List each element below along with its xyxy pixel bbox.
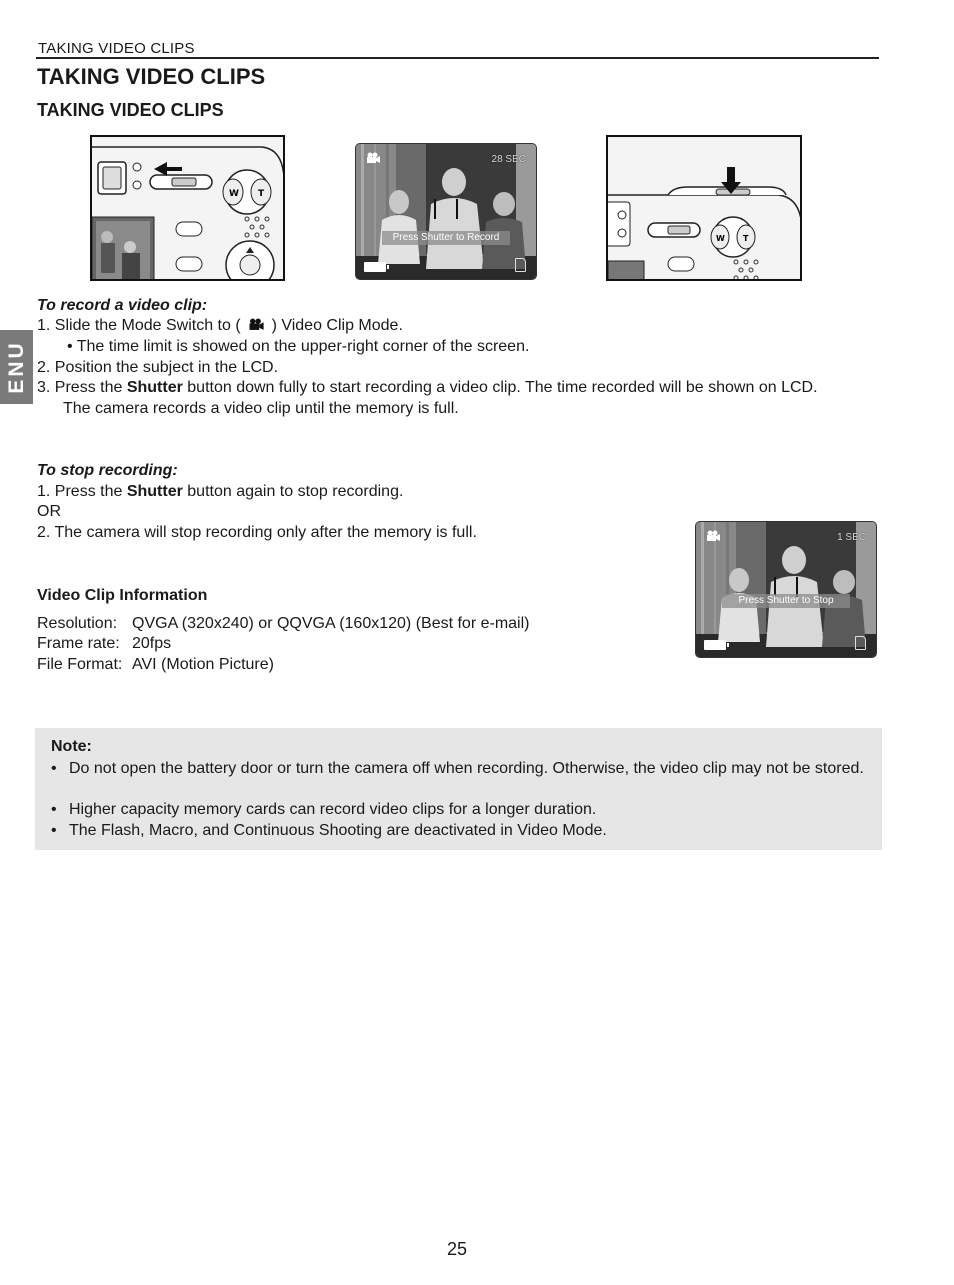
info-framerate-value: 20fps xyxy=(132,635,172,652)
info-framerate-label: Frame rate: xyxy=(37,635,120,652)
stop-or: OR xyxy=(37,503,61,520)
camera-shutter-press-illustration xyxy=(606,135,802,281)
info-resolution-label: Resolution: xyxy=(37,615,118,632)
section-title: TAKING VIDEO CLIPS xyxy=(37,100,224,120)
info-heading: Video Clip Information xyxy=(37,587,208,604)
note-item: • Do not open the battery door or turn the camera off when recording. Otherwise, the video clip may not be stored. xyxy=(69,759,869,779)
video-clip-mode-icon xyxy=(247,318,265,331)
record-step-1-bullet: • The time limit is showed on the upper-right corner of the screen. xyxy=(67,338,530,355)
lcd-time-remaining: 28 SEC xyxy=(491,154,526,165)
stop-step-2: 2. The camera will stop recording only after the memory is full. xyxy=(37,524,477,541)
running-head: TAKING VIDEO CLIPS xyxy=(38,40,195,57)
stop-heading: To stop recording: xyxy=(37,462,178,479)
record-heading: To record a video clip: xyxy=(37,297,208,314)
page-title: TAKING VIDEO CLIPS xyxy=(37,64,266,89)
memory-card-icon xyxy=(855,636,866,650)
language-tab xyxy=(0,330,33,404)
info-format-value: AVI (Motion Picture) xyxy=(132,656,274,673)
record-step-3: 3. Press the Shutter button down fully to start recording a video clip. The time recorded will be shown on LCD. xyxy=(37,379,818,396)
stop-step-1: 1. Press the Shutter button again to stop recording. xyxy=(37,483,404,500)
memory-card-icon xyxy=(515,258,526,272)
svg-text:W: W xyxy=(229,189,239,199)
lcd-hint-text: Press Shutter to Stop xyxy=(722,594,850,608)
lcd-stop-preview xyxy=(695,521,877,658)
lcd-record-preview xyxy=(355,143,537,280)
note-title: Note: xyxy=(51,738,92,755)
svg-text:W: W xyxy=(716,234,725,243)
camera-back-mode-switch-illustration xyxy=(90,135,285,281)
record-step-2: 2. Position the subject in the LCD. xyxy=(37,359,279,376)
svg-text:T: T xyxy=(743,234,749,243)
note-item: • The Flash, Macro, and Continuous Shooting are deactivated in Video Mode. xyxy=(69,821,869,841)
video-camera-icon xyxy=(365,152,381,164)
info-format-label: File Format: xyxy=(37,656,123,673)
video-camera-icon xyxy=(705,530,721,542)
note-item: • Higher capacity memory cards can record video clips for a longer duration. xyxy=(69,800,869,820)
record-step-1: 1. Slide the Mode Switch to ( ) Video Clip Mode. xyxy=(37,317,403,334)
info-resolution-value: QVGA (320x240) or QQVGA (160x120) (Best for e-mail) xyxy=(132,615,530,632)
battery-icon xyxy=(704,640,726,650)
battery-icon xyxy=(364,262,386,272)
page-number: 25 xyxy=(446,1239,468,1259)
language-tab-label: ENU xyxy=(4,340,28,394)
header-rule xyxy=(36,57,879,59)
lcd-hint-text: Press Shutter to Record xyxy=(382,231,510,245)
record-step-3-line-2: The camera records a video clip until the memory is full. xyxy=(63,400,459,417)
note-box xyxy=(35,728,882,850)
svg-text:T: T xyxy=(258,189,265,199)
focus-frame xyxy=(434,199,458,219)
lcd-time-recorded: 1 SEC xyxy=(837,532,866,543)
